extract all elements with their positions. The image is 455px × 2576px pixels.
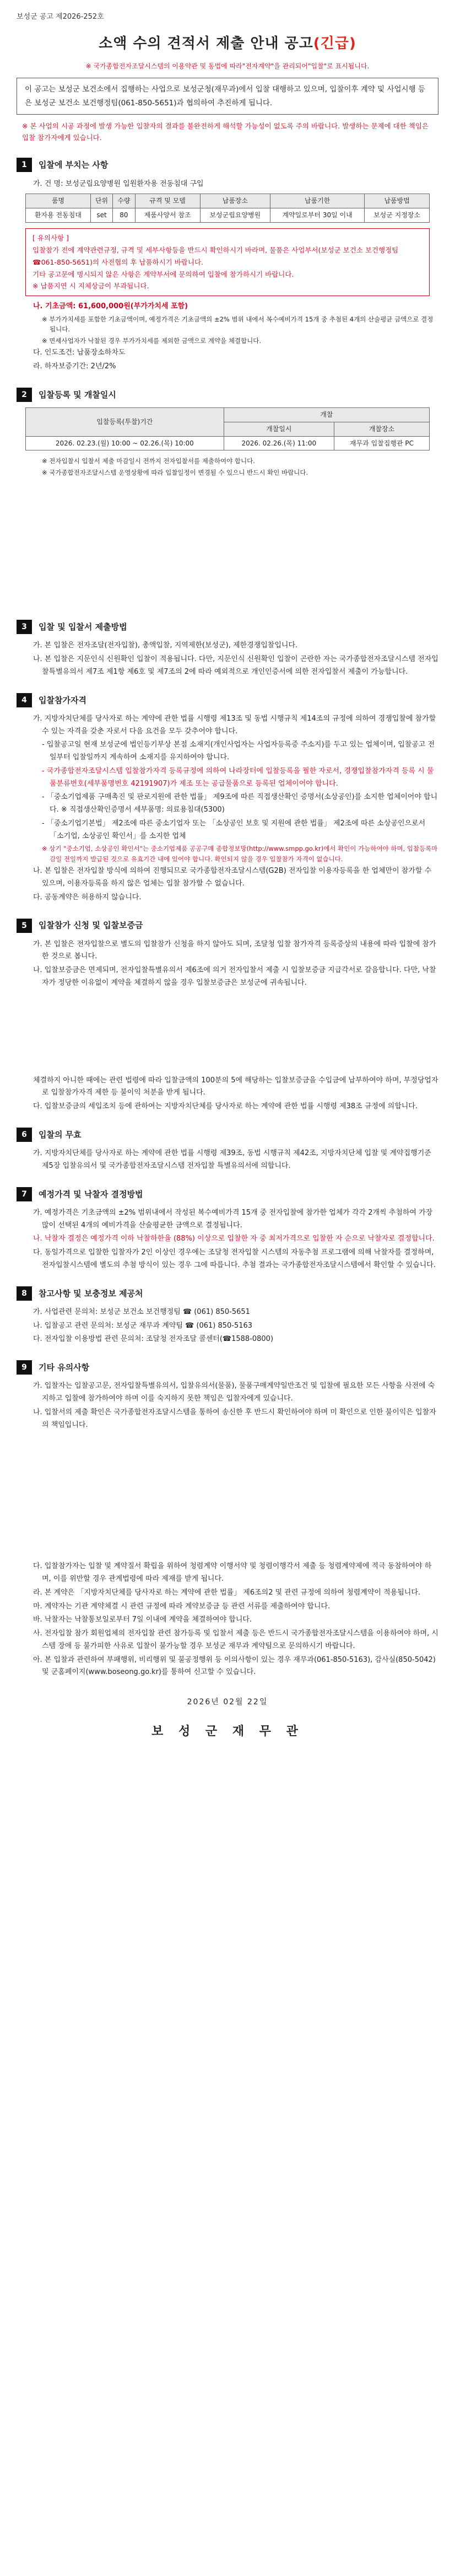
section-6-header [17, 1128, 438, 1142]
section-2-header [17, 388, 438, 402]
s8-item-ga: 가. 사업관련 문의처: 보성군 보건소 보건행정팀 ☎ (061) 850-5651 [33, 1307, 250, 1316]
base-price: 나. 기초금액: 61,600,000원(부가가치세 포함) [33, 302, 188, 311]
s4-sub-1: - 입찰공고일 현재 보성군에 법인등기부상 본점 소재지(개인사업자는 사업자등록증 주소지)를 두고 있는 업체이며, 입찰공고 전일부터 입찰일까지 계속하여 소재지를 유지하여야 합니다. [42, 740, 435, 762]
s4-sub-2: - 국가종합전자조달시스템 입찰참가자격 등록규정에 의하여 나라장터에 입찰등록을 필한 자로서, 경쟁입찰참가자격 등록 시 물품분류번호(세부품명번호 42191907)가 제조 또는 공급물품으로 등록된 업체이어야 합니다. [42, 766, 434, 788]
section-title: 입찰참가 신청 및 입찰보증금 [39, 920, 143, 931]
table-row [26, 208, 430, 223]
section-number: 8 [17, 1286, 32, 1301]
s2-table-wrap [17, 407, 438, 450]
table-cell: 보성군 지정장소 [365, 208, 430, 223]
section-number: 1 [17, 158, 32, 172]
s2-note-1: ※ 전자입찰시 입찰서 제출 마감일시 전까지 전자입찰서를 제출하여야 합니다. [42, 457, 255, 465]
th-spec: 규격 및 모델 [135, 194, 200, 208]
s5-item-da: 다. 입찰보증금의 세입조치 등에 관하여는 지방자치단체를 당사자로 하는 계약에 관한 법률 시행령 제38조 규정에 의합니다. [33, 1102, 418, 1111]
document-number: 보성군 공고 제2026-252호 [17, 13, 104, 21]
section-number: 2 [17, 388, 32, 402]
document-date: 2026년 02월 22일 [187, 1698, 268, 1707]
s5-tail: 체결하지 아니한 때에는 관련 법령에 따라 입찰금액의 100분의 5에 해당하는 입찰보증금을 수입금에 납부하여야 하며, 부정당업자로 입찰참가자격 제한 등 불이익 처분을 받게 됩니다. [33, 1076, 438, 1097]
table-cell: set [90, 208, 112, 223]
th-place: 납품장소 [200, 194, 270, 208]
table-cell: 보성군립요양병원 [200, 208, 270, 223]
s3-item-na: 나. 본 입찰은 지문인식 신원확인 입찰이 적용됩니다. 다만, 지문인식 신원확인 입찰이 곤란한 자는 국가종합전자조달시스템 전자입찰특별유의서 제7조 제1항 제6호 및 제7조의 2에 따라 예외적으로 개인인증서에 의한 전자입찰서 제출이 가능합니다. [33, 655, 438, 676]
s7-item-da: 다. 동일가격으로 입찰한 입찰자가 2인 이상인 경우에는 조달청 전자입찰 시스템의 자동추첨 프로그램에 의해 낙찰자를 결정하며, 전자입찰시스템에 별도의 추첨 방식이 있는 경우 그에 따릅니다. 추첨 결과는 국가종합전자조달시스템에서 확인할 수 있습니다. [33, 1248, 436, 1269]
s1-note-1: ※ 부가가치세를 포함한 기초금액이며, 예정가격은 기초금액의 ±2% 범위 내에서 복수예비가격 15개 중 추첨된 4개의 산술평균 금액으로 결정됩니다. [42, 315, 434, 334]
th-opening-time: 개찰일시 [224, 422, 334, 436]
title-urgent-badge: (긴급) [313, 35, 356, 52]
s4-item-da: 다. 공동계약은 허용하지 않습니다. [33, 893, 142, 901]
s2-note-2: ※ 국가종합전자조달시스템 운영상황에 따라 입찰일정이 변경될 수 있으니 반드시 확인 바랍니다. [42, 468, 308, 476]
s3-item-ga: 가. 본 입찰은 전자조달(전자입찰), 총액입찰, 지역제한(보성군), 제한경쟁입찰입니다. [33, 641, 298, 650]
table-row [26, 436, 430, 450]
caution-box [25, 228, 430, 296]
section-title: 입찰에 부치는 사항 [39, 160, 109, 170]
issuer-name: 보 성 군 재 무 관 [151, 1724, 304, 1738]
s8-item-da: 다. 전자입찰 이용방법 관련 문의처: 조달청 전자조달 콜센터(☎1588-0800) [33, 1335, 274, 1344]
th-item: 품명 [26, 194, 91, 208]
section-5-header [17, 918, 438, 932]
s1-note-2: ※ 면세사업자가 낙찰된 경우 부가가치세를 제외한 금액으로 계약을 체결합니다. [42, 336, 262, 345]
section-title: 입찰등록 및 개찰일시 [39, 389, 116, 400]
s1-table-wrap [17, 194, 438, 223]
th-method: 납품방법 [365, 194, 430, 208]
s1-item-ga: 가. 건 명: 보성군립요양병원 입원환자용 전동침대 구입 [33, 179, 204, 188]
blank-space [17, 479, 438, 605]
section-number: 6 [17, 1128, 32, 1142]
table-cell: 계약일로부터 30일 이내 [270, 208, 365, 223]
caution-title: [ 유의사항 ] [32, 233, 69, 242]
caution-line-2: 기타 공고문에 명시되지 않은 사항은 계약부서에 문의하여 입찰에 참가하시기 바랍니다. [32, 270, 294, 278]
section-1-header [17, 158, 438, 172]
s7-item-ga: 가. 예정가격은 기초금액의 ±2% 범위내에서 작성된 복수예비가격 15개 중 전자입찰에 참가한 업체가 각각 2개씩 추첨하여 가장 많이 선택된 4개의 예비가격을 산술평균한 금액으로 결정됩니다. [33, 1208, 433, 1230]
section-3-header [17, 620, 438, 634]
section-title: 참고사항 및 보충정보 제공처 [39, 1288, 143, 1298]
th-deadline: 납품기한 [270, 194, 365, 208]
table-cell: 제품사양서 참조 [135, 208, 200, 223]
blank-space [17, 991, 438, 1074]
s1-item-ra: 라. 하자보증기간: 2년/2% [33, 362, 116, 371]
subtitle-notice: ※ 국가종합전자조달시스템의 이용약관 및 동법에 따라"전자계약"을 관리되어"입찰"로 표시됩니다. [85, 62, 370, 71]
s9-item-ra: 라. 본 계약은 「지방자치단체를 당사자로 하는 계약에 관한 법률」 제6조의2 및 관련 규정에 의하여 청렴계약이 적용됩니다. [33, 1588, 421, 1597]
section-7-header [17, 1187, 438, 1201]
s6-item-ga: 가. 지방자치단체를 당사자로 하는 계약에 관한 법률 시행령 제39조, 동법 시행규칙 제42조, 지방자치단체 입찰 및 계약집행기준 제5장 입찰유의서 및 국가종합전자조달시스템 전자입찰 특별유의서에 의합니다. [33, 1149, 431, 1170]
s4-sub-3: - 「중소기업제품 구매촉진 및 판로지원에 관한 법률」 제9조에 따른 직접생산확인 증명서(소상공인)를 소지한 업체이어야 합니다. ※ 직접생산확인증명서 세부품명: 의료용침대(5300) [42, 793, 438, 814]
th-register-period: 입찰등록(투찰)기간 [26, 407, 224, 436]
s4-sub-4: - 「중소기업기본법」 제2조에 따른 중소기업자 또는 「소상공인 보호 및 지원에 관한 법률」 제2조에 따른 소상공인으로서 「소기업, 소상공인 확인서」를 소지한 업체 [42, 819, 426, 840]
s9-item-na: 나. 입찰서의 제출 확인은 국가종합전자조달시스템을 통하여 송신한 후 반드시 확인하여야 하며 미 확인으로 인한 불이익은 입찰자의 책임입니다. [33, 1408, 436, 1429]
s5-item-ga: 가. 본 입찰은 전자입찰으로 별도의 입찰참가 신청을 하지 않아도 되며, 조달청 입찰 참가자격 등록증상의 내용에 따라 입찰에 참가한 것으로 봅니다. [33, 940, 436, 961]
s4-item-na: 나. 본 입찰은 전자입찰 방식에 의하여 진행되므로 국가종합전자조달시스템(G2B) 전자입찰 이용자등록을 한 업체만이 참가할 수 있으며, 이용자등록을 하지 않은 업체는 입찰 참가할 수 없습니다. [33, 867, 432, 888]
section-title: 기타 유의사항 [39, 1362, 90, 1373]
s9-item-sa: 사. 전자입찰 참가 회원업체의 전자입찰 관련 참가등록 및 입찰서 제출 등은 반드시 국가종합전자조달시스템을 이용하여야 하며, 시스템 장애 등 불가피한 사유로 입찰이 불가능할 경우 보성군 재무과 계약팀으로 문의하시기 바랍니다. [33, 1629, 438, 1650]
table-cell: 재무과 입찰집행관 PC [334, 436, 429, 450]
s1-item-da: 다. 인도조건: 납품장소하차도 [33, 348, 126, 357]
th-unit: 단위 [90, 194, 112, 208]
caution-line-1: 입찰참가 전에 계약관련규정, 규격 및 세부사항등을 반드시 확인하시기 바라며, 물품은 사업부서(보성군 보건소 보건행정팀 ☎061-850-5651)의 사전협의 후 납품하시기 바랍니다. [32, 245, 399, 266]
s4-item-ga: 가. 지방자치단체를 당사자로 하는 계약에 관한 법률 시행령 제13조 및 동법 시행규칙 제14조의 규정에 의하여 경쟁입찰에 참가할 수 있는 자격을 갖춘 자로서 다음 요건을 모두 갖추어야 합니다. [33, 714, 436, 736]
s4-star-note: ※ 상기 "중소기업, 소상공인 확인서"는 중소기업제품 공공구매 종합정보망(http://www.smpp.go.kr)에서 확인이 가능하여야 하며, 입찰등록마감일 전일까지 발급된 것으로 유효기간 내에 있어야 합니다. 확인되지 않을 경우 입찰참가 자격이 없습니다. [42, 845, 438, 863]
caution-line-3: ※ 납품지연 시 지체상금이 부과됩니다. [32, 282, 149, 291]
section-number: 3 [17, 620, 32, 634]
section-9-header [17, 1360, 438, 1375]
s7-item-na: 나. 낙찰자 결정은 예정가격 이하 낙찰하한율 (88%) 이상으로 입찰한 자 중 최저가격으로 입찰한 자 순으로 낙찰자로 결정합니다. [33, 1235, 435, 1243]
th-opening-place: 개찰장소 [334, 422, 429, 436]
section-number: 4 [17, 693, 32, 707]
s9-item-a: 아. 본 입찰과 관련하여 부패행위, 비리행위 및 불공정행위 등 이의사항이 있는 경우 재무과(061-850-5163), 감사실(850-5042) 및 군홈페이지(www.boseong.go.kr)를 통하여 신고할 수 있습니다. [33, 1655, 436, 1677]
th-opening: 개찰 [224, 407, 429, 422]
section-number: 7 [17, 1187, 32, 1201]
table-cell: 환자용 전동침대 [26, 208, 91, 223]
section-title: 입찰의 무효 [39, 1129, 82, 1140]
section-8-header [17, 1286, 438, 1301]
table-cell: 80 [113, 208, 135, 223]
title-main: 소액 수의 견적서 제출 안내 공고 [99, 35, 313, 52]
section-title: 예정가격 및 낙찰자 결정방법 [39, 1189, 143, 1199]
th-qty: 수량 [113, 194, 135, 208]
section-title: 입찰참가자격 [39, 695, 86, 705]
s9-item-da: 다. 입찰참가자는 입찰 및 계약질서 확립을 위하여 청렴계약 이행서약 및 청렴이행각서 제출 등 청렴계약제에 적극 동참하여야 하며, 이를 위반할 경우 관계법령에 따라 제재를 받게 됩니다. [33, 1562, 432, 1584]
item-table [25, 194, 430, 223]
intro-box: 이 공고는 보성군 보건소에서 집행하는 사업으로 보성군청(재무과)에서 입찰 대행하고 있으며, 입찰이후 계약 및 사업시행 등은 보성군 보건소 보건행정팀(061-850-5651)과 협의하여 추진하게 됩니다. [17, 78, 438, 115]
s9-item-ga: 가. 입찰자는 입찰공고문, 전자입찰특별유의서, 입찰유의서(물품), 물품구매계약일반조건 및 입찰에 필요한 모든 사항을 사전에 숙지하고 입찰에 참가하여야 하며 이를 숙지하지 못한 책임은 입찰자에게 있습니다. [33, 1382, 435, 1403]
section-title: 입찰 및 입찰서 제출방법 [39, 622, 127, 632]
s5-item-na: 나. 입찰보증금은 면제되며, 전자입찰특별유의서 제6조에 의거 전자입찰서 제출 시 입찰보증금 지급각서로 갈음합니다. 다만, 낙찰자가 정당한 이유없이 계약을 체결하지 않을 경우 입찰보증금은 보성군에 귀속됩니다. [33, 966, 436, 987]
schedule-table [25, 407, 430, 450]
s9-item-ba: 바. 낙찰자는 낙찰통보일로부터 7일 이내에 계약을 체결하여야 합니다. [33, 1616, 252, 1624]
page-title [17, 31, 438, 57]
s9-item-ma: 마. 계약자는 기관 계약체결 시 관련 규정에 따라 계약보증금 등 관련 서류를 제출하여야 합니다. [33, 1602, 331, 1611]
s1-item-na [25, 300, 438, 313]
section-number: 5 [17, 919, 32, 933]
table-cell: 2026. 02.23.(월) 10:00 ~ 02.26.(목) 10:00 [26, 436, 224, 450]
blank-space [17, 1432, 438, 1559]
section-number: 9 [17, 1360, 32, 1375]
s8-item-na: 나. 입찰공고 관련 문의처: 보성군 재무과 계약팀 ☎ (061) 850-5163 [33, 1321, 253, 1330]
warning-notice: ※ 본 사업의 시공 과정에 발생 가능한 입찰자의 결과를 불완전하게 해석할 가능성이 없도록 주의 바랍니다. 발생하는 문제에 대한 책임은 입찰 참가자에게 있습니다. [22, 121, 429, 142]
table-cell: 2026. 02.26.(목) 11:00 [224, 436, 334, 450]
section-4-header [17, 693, 438, 707]
